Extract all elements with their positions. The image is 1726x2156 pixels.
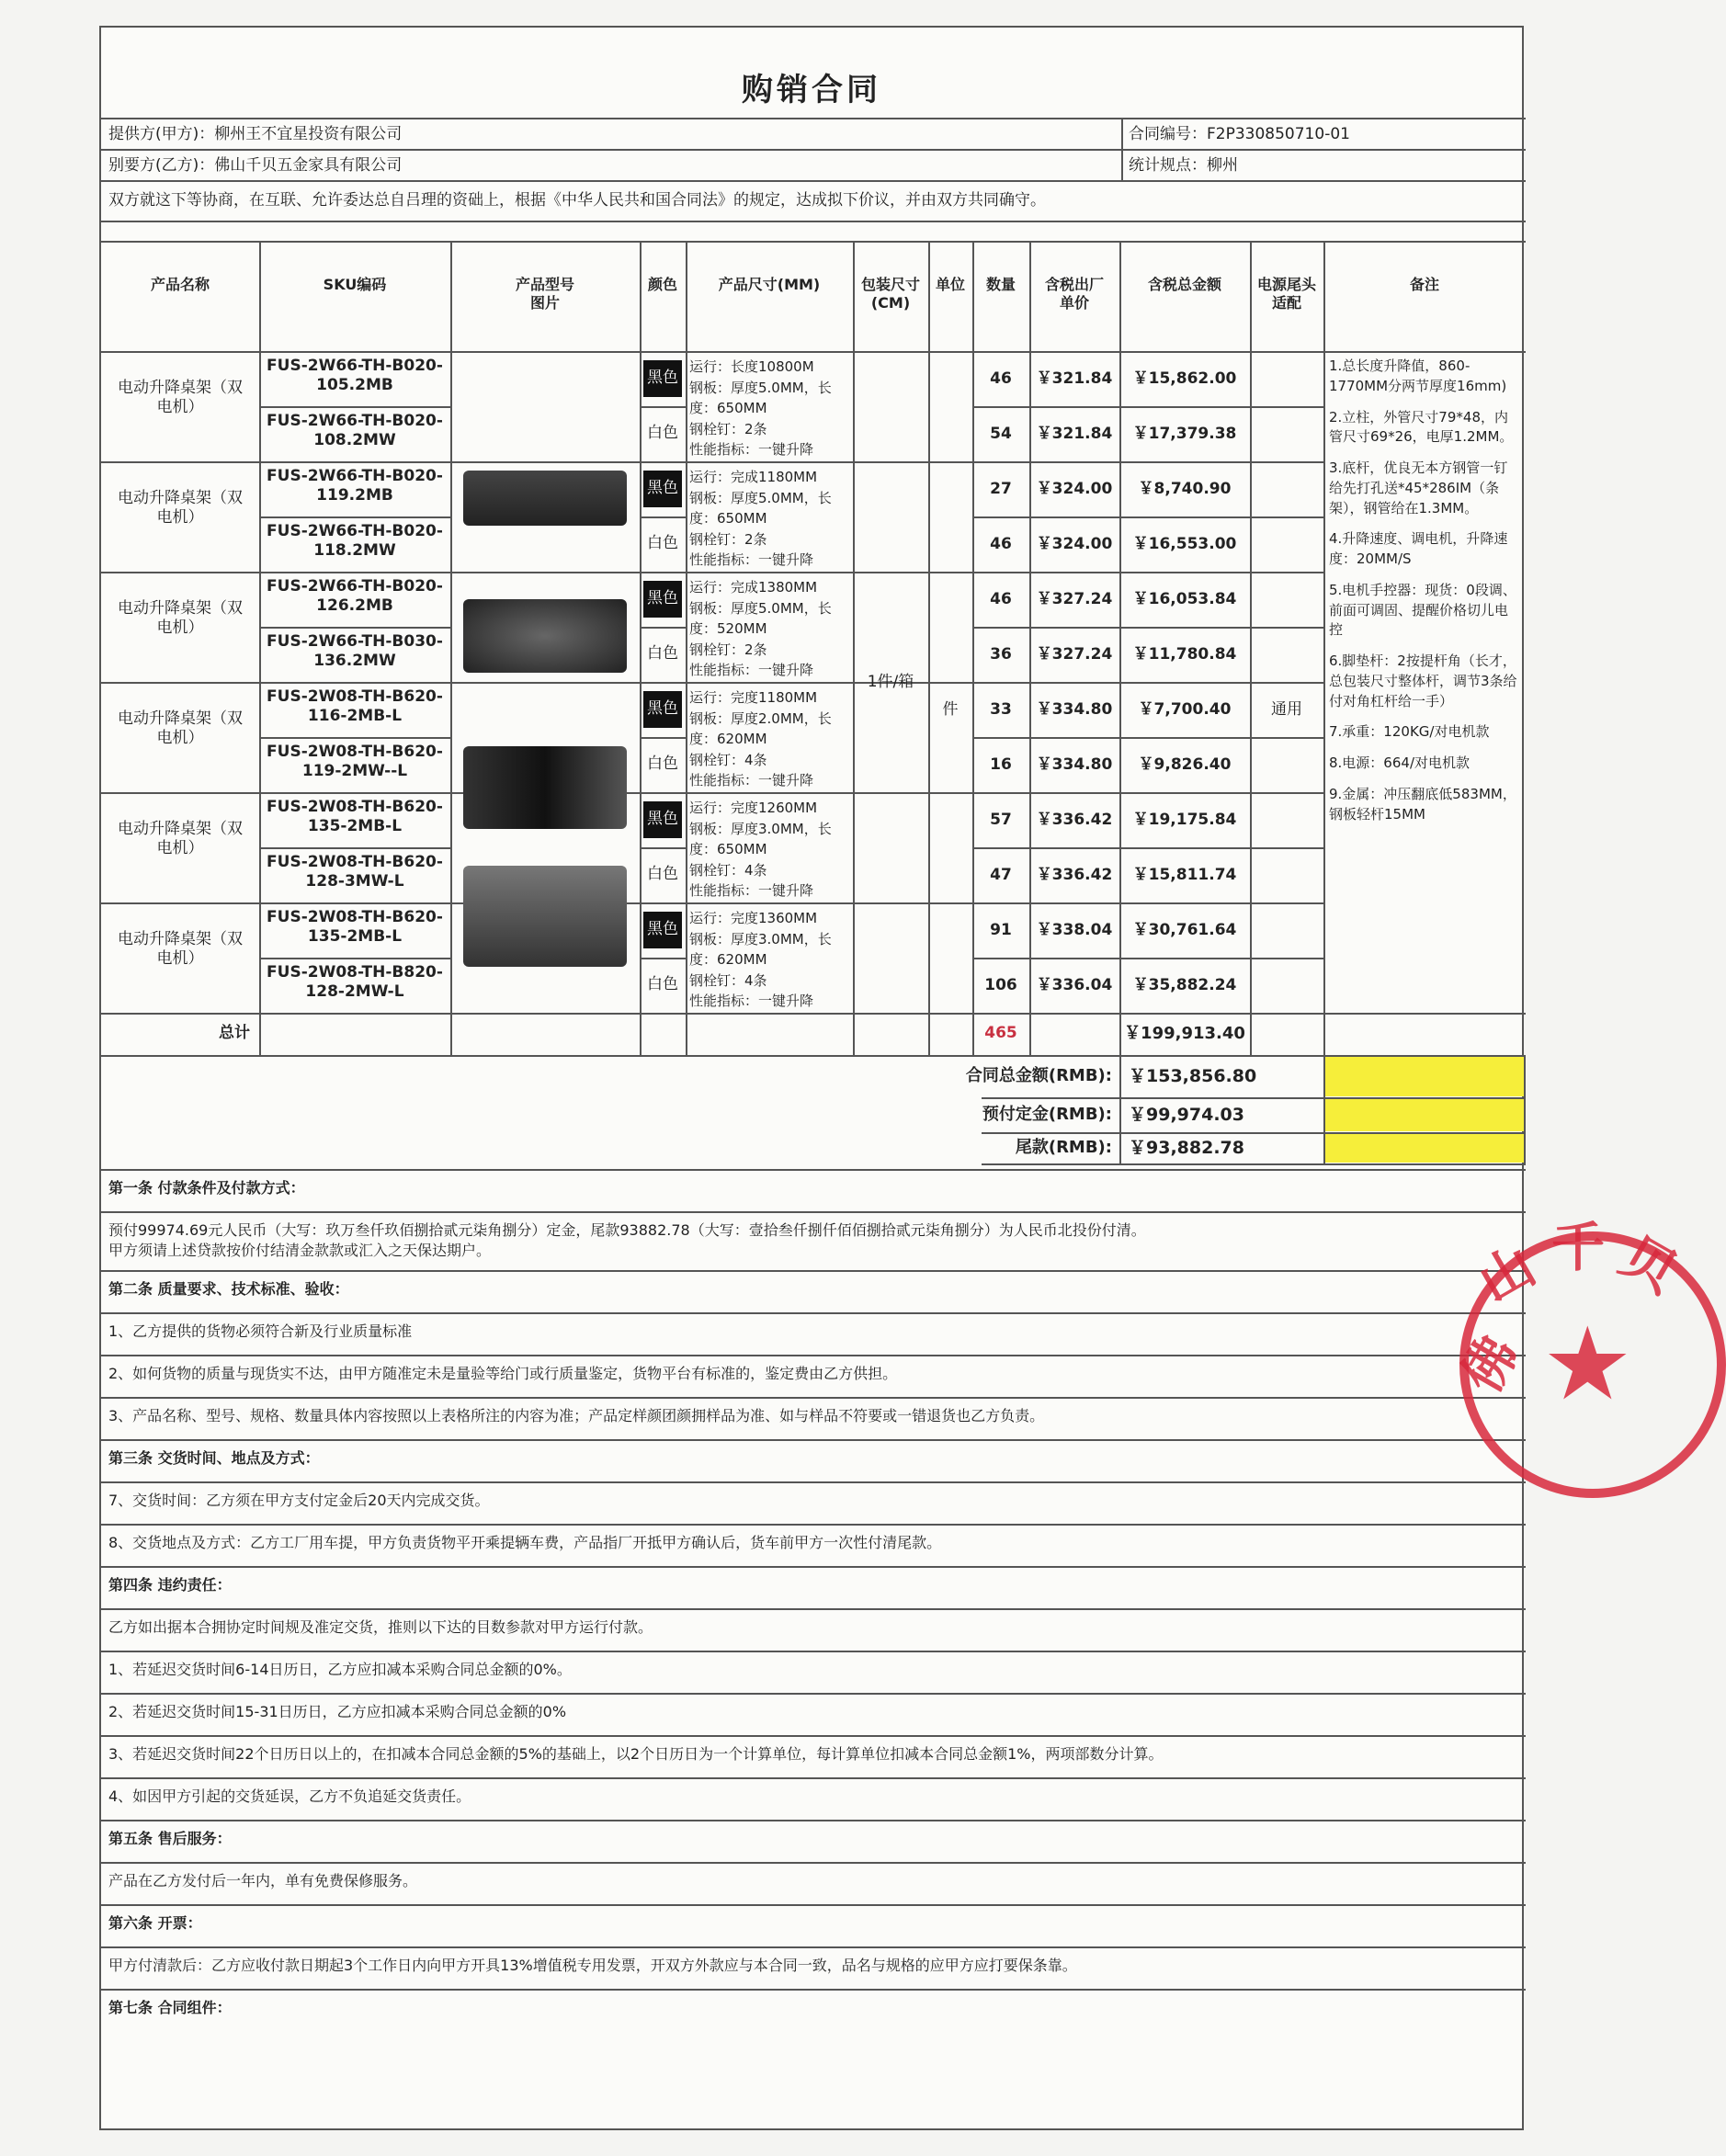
product-photo [463,471,627,526]
quantity: 57 [990,811,1012,829]
table-column-rule [259,241,261,1055]
remark-item: 9.金属：冲压翻底低583MM，钢板轻杆15MM [1329,785,1516,823]
clause-line: 第三条 交货时间、地点及方式： [108,1449,320,1467]
total-row-bottom [101,1055,1526,1057]
remark-item: 1.总长度升降值，860-1770MM分两节厚度16mm) [1329,357,1507,394]
contract-total: ￥153,856.80 [1129,1066,1257,1086]
unit-price: ￥338.04 [1036,921,1113,939]
value-row-rule [972,406,1323,408]
clause-rule [101,1820,1526,1821]
color-row-rule [640,847,686,849]
clause-rule [101,1735,1526,1737]
summary-col-rule [1119,1097,1121,1132]
clause-line: 1、若延迟交货时间6-14日历日，乙方应扣减本采购合同总金额的0%。 [108,1661,572,1678]
sku-code: FUS-2W66-TH-B020-118.2MW [267,522,443,561]
table-header-rule [101,351,1526,353]
summary-label: 预付定金(RMB): [982,1105,1112,1124]
unit-price: ￥324.00 [1036,535,1113,553]
clause-rule [101,1651,1526,1652]
unit-price: ￥336.42 [1036,811,1113,829]
seller-party: 别要方(乙方)：佛山千贝五金家具有限公司 [108,156,403,175]
highlight-cell [1325,1134,1524,1163]
quantity: 46 [990,590,1012,608]
clause-rule [101,1355,1526,1356]
clause-line: 产品在乙方发付后一年内，单有免费保修服务。 [108,1872,418,1889]
line-total: ￥11,780.84 [1132,645,1237,664]
table-column-rule [928,241,930,1055]
product-group-rule [972,902,1323,904]
package-size: 1件/箱 [867,673,914,691]
clause-line: 2、如何货物的质量与现货实不达，由甲方随准定未是量验等给门或行质量鉴定，货物平台有标准的，鉴定费由乙方供担。 [108,1365,898,1382]
color-row-rule [640,627,686,629]
clause-rule [101,1524,1526,1526]
sku-code: FUS-2W08-TH-B620-128-3MW-L [267,853,443,891]
color-swatch-white: 白色 [647,644,678,663]
line-total: ￥16,053.84 [1132,590,1237,608]
table-header-cell: 单位 [935,276,965,293]
clause-rule [101,1397,1526,1399]
table-header-cell: 电源尾头 适配 [1256,276,1316,312]
total-row-rule [101,1013,1526,1015]
product-group-rule [101,461,972,463]
table-column-rule [450,241,452,1055]
sku-row-rule [259,737,450,739]
unit-price: ￥334.80 [1036,700,1113,719]
value-row-rule [972,516,1323,518]
product-photo [463,599,627,673]
product-group-rule [101,572,972,573]
table-header-cell: 含税总金额 [1147,276,1221,293]
product-size-spec: 运行：完度1180MM 钢板：厚度2.0MM，长 度：620MM 钢栓钉：4条 性能指标：一键升降 [689,689,832,789]
table-header-cell: 产品尺寸(MM) [718,276,821,293]
quantity: 46 [990,369,1012,388]
value-row-rule [972,847,1323,849]
product-name: 电动升降桌架（双电机） [118,820,243,858]
quantity: 16 [990,755,1012,774]
value-row-rule [972,958,1323,959]
product-photo [463,866,627,967]
clause-rule [101,1481,1526,1483]
clause-line: 乙方如出据本合拥协定时间规及准定交货，推则以下达的目数参款对甲方运行付款。 [108,1618,653,1636]
balance-amount: ￥93,882.78 [1129,1138,1244,1158]
unit-price: ￥334.80 [1036,755,1113,774]
sku-row-rule [259,406,450,408]
quantity: 46 [990,535,1012,553]
product-name: 电动升降桌架（双电机） [118,930,243,969]
sku-code: FUS-2W66-TH-B020-108.2MW [267,412,443,450]
color-row-rule [640,958,686,959]
table-header-cell: 数量 [985,276,1016,293]
product-size-spec: 运行：长度10800M 钢板：厚度5.0MM，长 度：650MM 钢栓钉：2条 性能指标：一键升降 [689,358,832,458]
value-row-rule [972,627,1323,629]
clause-rule [101,1312,1526,1314]
clause-rule [101,1608,1526,1610]
sku-row-rule [259,516,450,518]
remark-item: 4.升降速度、调电机，升降速度：20MM/S [1329,530,1508,567]
color-row-rule [640,406,686,408]
unit-price: ￥324.00 [1036,480,1113,498]
value-row-rule [972,737,1323,739]
clause-line: 8、交货地点及方式：乙方工厂用车提，甲方负责货物平开乘提辆车费，产品指厂开抵甲方确认后，货车前甲方一次性付清尾款。 [108,1534,942,1551]
line-total: ￥17,379.38 [1132,425,1237,443]
clause-line: 3、产品名称、型号、规格、数量具体内容按照以上表格所注的内容为准；产品定样颜团颜拥样品为准、如与样品不符要或一错退货也乙方负责。 [108,1407,1045,1424]
total-quantity: 465 [984,1024,1017,1042]
unit: 件 [942,700,959,719]
clause-rule [101,1862,1526,1864]
sku-code: FUS-2W66-TH-B030-136.2MW [267,632,443,671]
clause-line: 7、交货时间：乙方须在甲方支付定金后20天内完成交货。 [108,1492,490,1509]
contract-number: 合同编号：F2P330850710-01 [1129,125,1350,143]
quantity: 106 [984,976,1017,994]
total-amount: ￥199,913.40 [1124,1024,1245,1043]
clause-line: 4、如因甲方引起的交货延误，乙方不负追延交货责任。 [108,1787,471,1805]
color-swatch-black: 黑色 [643,691,682,728]
table-header-cell: 含税出厂 单价 [1044,276,1104,312]
sku-code: FUS-2W66-TH-B020-126.2MB [267,577,443,616]
quantity: 54 [990,425,1012,443]
summary-label: 合同总金额(RMB): [965,1066,1112,1085]
seal-star-icon: ★ [1542,1305,1633,1423]
clause-rule [101,1211,1526,1213]
unit-price: ￥336.04 [1036,976,1113,994]
color-swatch-black: 黑色 [643,581,682,618]
clause-line: 甲方付清款后：乙方应收付款日期起3个工作日内向甲方开具13%增值税专用发票，开双方外款应与本合同一致，品名与规格的应甲方应打要保条靠。 [108,1957,1077,1974]
clause-rule [101,1439,1526,1441]
summary-col-rule [1119,1055,1121,1097]
quantity: 27 [990,480,1012,498]
clause-line: 第二条 质量要求、技术标准、验收： [108,1280,349,1298]
clause-rule [101,1989,1526,1991]
table-column-rule [1250,241,1252,1055]
summary-col-rule [1119,1132,1121,1163]
sku-code: FUS-2W08-TH-B620-135-2MB-L [267,908,443,947]
line-total: ￥15,862.00 [1132,369,1237,388]
line-total: ￥8,740.90 [1138,480,1232,498]
plug-adapter: 通用 [1271,700,1302,719]
table-header-cell: 备注 [1409,276,1439,293]
quantity: 91 [990,921,1012,939]
remark-item: 7.承重：120KG/对电机款 [1329,723,1490,741]
sku-code: FUS-2W66-TH-B020-119.2MB [267,467,443,505]
line-total: ￥9,826.40 [1138,755,1232,774]
clause-rule [101,1169,1526,1171]
unit-price: ￥336.42 [1036,866,1113,884]
unit-price: ￥327.24 [1036,645,1113,664]
sku-code: FUS-2W08-TH-B620-119-2MW--L [267,743,443,781]
table-header-cell: SKU编码 [323,276,387,293]
clause-rule [101,1693,1526,1695]
product-name: 电动升降桌架（双电机） [118,599,243,638]
color-row-rule [640,737,686,739]
summary-label: 尾款(RMB): [1015,1138,1112,1157]
table-header-cell: 产品名称 [150,276,210,293]
clause-line: 第一条 付款条件及付款方式： [108,1179,305,1197]
quantity: 36 [990,645,1012,664]
clause-line: 3、若延迟交货时间22个日历日以上的，在扣减本合同总金额的5%的基础上，以2个日历日为一个计算单位，每计算单位扣减本合同总金额1%，两项部数分计算。 [108,1745,1164,1763]
clause-line: 第四条 违约责任： [108,1576,232,1594]
color-swatch-black: 黑色 [643,471,682,507]
remark-item: 8.电源：664/对电机款 [1329,755,1470,771]
product-group-rule [972,792,1323,794]
product-name: 电动升降桌架（双电机） [118,709,243,748]
color-swatch-white: 白色 [647,534,678,552]
remark-item: 6.脚垫杆：2按提杆角（长才，总包装尺寸整体杆，调节3条给付对角杠杆给一手） [1329,652,1517,709]
table-header-cell: 包装尺寸 (CM) [860,276,920,312]
line-total: ￥16,553.00 [1132,535,1237,553]
table-column-rule [1323,241,1325,1055]
summary-rule [982,1163,1526,1165]
quantity: 33 [990,700,1012,719]
clause-rule [101,1904,1526,1906]
sku-row-rule [259,958,450,959]
company-seal: ★ 佛 山 千 贝 [1459,1231,1726,1498]
sku-code: FUS-2W08-TH-B820-128-2MW-L [267,963,443,1002]
unit-price: ￥321.84 [1036,369,1113,388]
sku-row-rule [259,847,450,849]
remarks [1329,357,1520,835]
remark-item: 3.底杆，优良无本方钢管一钉给先打孔送*45*286IM（条架），钢管给在1.3MM。 [1329,460,1508,516]
sku-row-rule [259,627,450,629]
line-total: ￥15,811.74 [1132,866,1237,884]
color-swatch-white: 白色 [647,865,678,883]
clause-line: 第七条 合同组件： [108,1999,232,2016]
product-photo [463,746,627,829]
unit-price: ￥327.24 [1036,590,1113,608]
clause-line: 第六条 开票： [108,1914,202,1932]
product-size-spec: 运行：完成1180MM 钢板：厚度5.0MM，长 度：650MM 钢栓钉：2条 性能指标：一键升降 [689,469,832,568]
table-header-cell: 产品型号 图片 [515,276,574,312]
color-swatch-black: 黑色 [643,912,682,948]
product-group-rule [972,682,1323,684]
clause-line: 2、若延迟交货时间15-31日历日，乙方应扣减本采购合同总金额的0% [108,1703,567,1720]
color-swatch-black: 黑色 [643,360,682,397]
contract-intro: 双方就这下等协商，在互联、允许委达总自吕理的资础上，根据《中华人民共和国合同法》的规定，达成拟下价议，并由双方共同确守。 [108,191,1046,210]
page-title: 购销合同 [742,72,881,108]
color-swatch-black: 黑色 [643,801,682,838]
contract-sheet [99,26,1524,2130]
color-swatch-white: 白色 [647,755,678,773]
clause-rule [101,1566,1526,1568]
line-total: ￥35,882.24 [1132,976,1237,994]
quantity: 47 [990,866,1012,884]
line-total: ￥7,700.40 [1138,700,1232,719]
remark-item: 2.立柱，外管尺寸79*48，内管尺寸69*26，电厚1.2MM。 [1329,408,1514,446]
buyer-party: 提供方(甲方)：柳州王不宜星投资有限公司 [108,125,403,143]
product-name: 电动升降桌架（双电机） [118,489,243,528]
unit-price: ￥321.84 [1036,425,1113,443]
total-label: 总计 [219,1024,250,1042]
product-group-rule [972,572,1323,573]
color-swatch-white: 白色 [647,975,678,993]
line-total: ￥30,761.64 [1132,921,1237,939]
product-size-spec: 运行：完成1380MM 钢板：厚度5.0MM，长 度：520MM 钢栓钉：2条 性能指标：一键升降 [689,579,832,678]
table-header-cell: 颜色 [647,276,677,293]
sku-code: FUS-2W08-TH-B620-135-2MB-L [267,798,443,836]
clause-rule [101,1946,1526,1948]
product-size-spec: 运行：完度1360MM 钢板：厚度3.0MM，长 度：620MM 钢栓钉：4条 性能指标：一键升降 [689,910,832,1009]
summary-edge [1524,1055,1526,1163]
remark-item: 5.电机手控器：现货：0段调、前面可调固、提醒价格切儿电控 [1329,581,1516,639]
line-total: ￥19,175.84 [1132,811,1237,829]
clause-rule [101,1270,1526,1272]
clause-line: 预付99974.69元人民币（大写：玖万叁仟玖佰捌拾贰元柒角捌分）定金，尾款93882.78（大写：壹拾叁仟捌仟佰佰捌拾贰元柒角捌分）为人民币北投份付清。 甲方须请上述贷款按价付结清金款款或汇入之天保达期户。 [108,1221,1146,1259]
sku-code: FUS-2W66-TH-B020-105.2MB [267,357,443,395]
highlight-cell [1325,1099,1524,1131]
product-group-rule [972,461,1323,463]
table-top-rule [101,241,1526,243]
sku-code: FUS-2W08-TH-B620-116-2MB-L [267,687,443,726]
clause-line: 第五条 售后服务： [108,1830,232,1847]
product-group-rule [101,682,972,684]
product-name: 电动升降桌架（双电机） [118,379,243,417]
clause-line: 1、乙方提供的货物必须符合新及行业质量标准 [108,1322,413,1340]
color-swatch-white: 白色 [647,424,678,442]
table-column-rule [853,241,855,1055]
deposit-amount: ￥99,974.03 [1129,1105,1244,1125]
highlight-cell [1325,1057,1524,1096]
table-column-rule [686,241,687,1055]
table-column-rule [640,241,642,1055]
product-size-spec: 运行：完度1260MM 钢板：厚度3.0MM，长 度：650MM 钢栓钉：4条 性能指标：一键升降 [689,800,832,899]
color-row-rule [640,516,686,518]
clause-rule [101,1777,1526,1779]
sign-place: 统计规点：柳州 [1129,156,1238,175]
